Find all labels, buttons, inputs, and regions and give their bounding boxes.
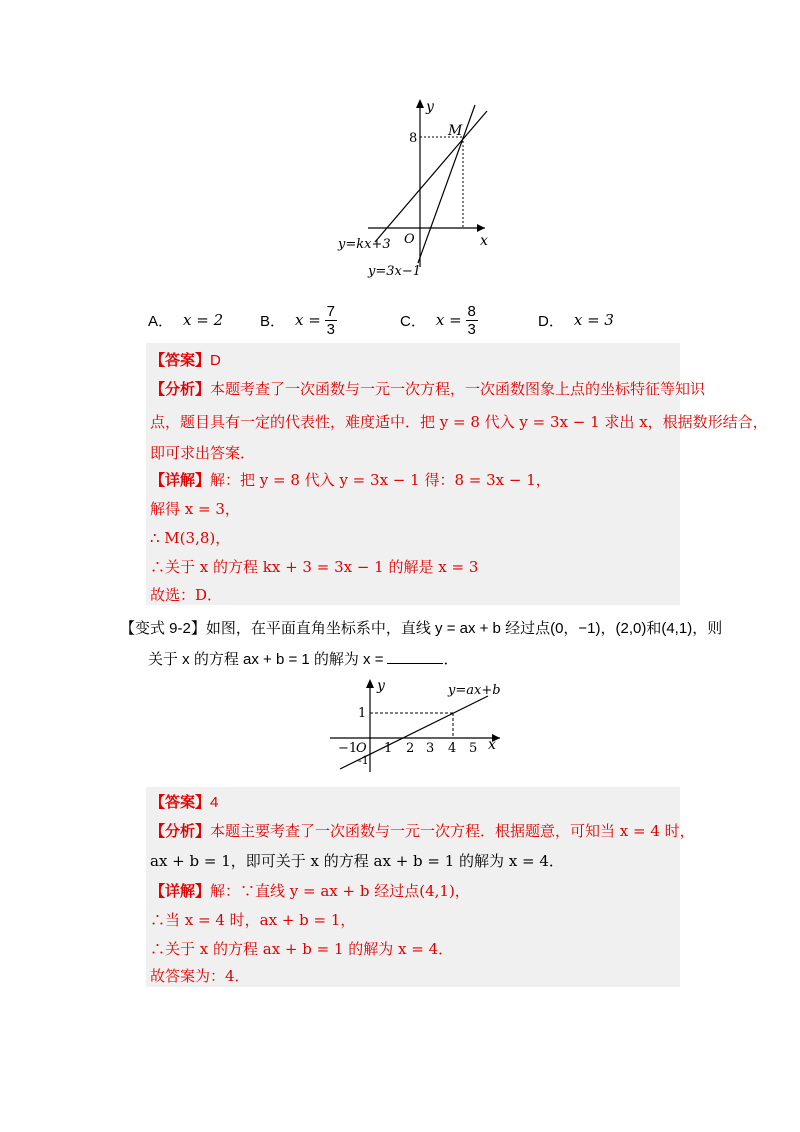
question2-tag: 【变式 9-2】 <box>120 620 206 637</box>
fig2-x-axis-label: x <box>488 737 496 753</box>
option-c-fraction <box>466 303 478 338</box>
fig2-y-axis-label: y <box>377 678 385 694</box>
figure-2-graph <box>328 676 508 776</box>
option-d[interactable] <box>538 300 614 340</box>
answer1-detail-line4: ∴关于 x 的方程 kx + 3 = 3x − 1 的解是 x = 3 <box>150 558 479 576</box>
option-b-prefix: x = <box>295 311 321 329</box>
option-b-fraction <box>325 303 337 338</box>
answer1-detail-line5: 故选：D． <box>150 586 223 604</box>
answer2-answer: 4 <box>210 794 219 811</box>
fig1-y-axis-label: y <box>426 99 434 115</box>
option-a-label: A． <box>148 312 174 330</box>
option-a[interactable] <box>148 300 223 340</box>
answer1-detail-text1: 解：把 y = 8 代入 y = 3x − 1 得：8 = 3x − 1， <box>210 471 551 489</box>
option-c[interactable] <box>400 300 478 340</box>
answer2-answer-line <box>150 791 218 812</box>
answer1-answer-line <box>150 349 221 370</box>
answer2-analysis-text1: 本题主要考查了一次函数与一元一次方程．根据题意，可知当 x = 4 时， <box>210 822 695 840</box>
fig1-line2-label: y=3x−1 <box>368 264 422 279</box>
question2-text2: 关于 x 的方程 ax + b = 1 的解为 x = <box>148 651 384 668</box>
option-b-numerator: 7 <box>326 302 335 320</box>
answer1-tag-analysis: 【分析】 <box>150 381 211 398</box>
option-b-denominator: 3 <box>326 320 335 338</box>
figure-1-graph <box>330 95 510 285</box>
fig2-x-tick-4: 4 <box>448 741 457 756</box>
answer2-tag-detail: 【详解】 <box>150 883 211 900</box>
fig2-line-label: y=ax+b <box>448 683 501 698</box>
answer2-detail-line2: ∴当 x = 4 时，ax + b = 1， <box>150 911 356 929</box>
option-d-text: x = 3 <box>573 311 614 329</box>
answer1-analysis-line2: 点，题目具有一定的代表性，难度适中．把 y = 8 代入 y = 3x − 1 求出 x，根据数形结合， <box>150 413 768 431</box>
answer1-analysis-line1 <box>150 378 705 399</box>
fig2-y-tick-1: 1 <box>358 706 367 721</box>
option-b-label: B． <box>260 312 286 330</box>
option-c-denominator: 3 <box>467 320 476 338</box>
answer-box-1 <box>146 343 768 605</box>
answer2-tag-analysis: 【分析】 <box>150 823 211 840</box>
answer-box-2 <box>146 787 695 987</box>
question2-text2-end: ． <box>443 651 459 668</box>
fig1-point-m-label: M <box>448 123 463 139</box>
option-a-text: x = 2 <box>183 311 224 329</box>
answer2-analysis-line1 <box>150 820 695 841</box>
answer2-analysis-line2: ax + b = 1，即可关于 x 的方程 ax + b = 1 的解为 x = 4． <box>150 852 564 870</box>
answer2-tag-answer: 【答案】 <box>150 794 211 811</box>
fig1-y-tick-8: 8 <box>409 131 418 146</box>
fig2-y-tick-neg1: -1 <box>358 754 369 767</box>
fig1-line1-label: y=kx+3 <box>338 237 391 252</box>
answer1-tag-answer: 【答案】 <box>150 352 211 369</box>
fig2-origin-label: O <box>356 741 367 756</box>
answer2-detail-line3: ∴关于 x 的方程 ax + b = 1 的解为 x = 4． <box>150 940 454 958</box>
fig2-x-tick-3: 3 <box>426 741 435 756</box>
answer2-detail-line1 <box>150 880 470 901</box>
answer-options <box>148 300 708 340</box>
answer2-detail-line4: 故答案为：4． <box>150 967 250 985</box>
answer1-detail-line1 <box>150 469 551 490</box>
option-c-label: C． <box>400 312 426 330</box>
answer-blank[interactable] <box>387 649 443 664</box>
answer1-tag-detail: 【详解】 <box>150 472 211 489</box>
fig1-origin-label: O <box>404 232 415 247</box>
option-d-label: D． <box>538 312 564 330</box>
answer1-detail-line3: ∴ M(3,8)， <box>150 529 231 547</box>
option-c-prefix: x = <box>435 311 462 329</box>
question2-text1: 如图，在平面直角坐标系中，直线 y = ax + b 经过点(0，−1)，(2,0)和(4,1)，则 <box>205 620 723 637</box>
answer1-detail-line2: 解得 x = 3， <box>150 500 240 518</box>
fig2-x-tick-2: 2 <box>406 741 415 756</box>
answer1-answer: D <box>210 352 221 369</box>
answer1-analysis-line3: 即可求出答案． <box>150 444 256 462</box>
fig2-x-tick-neg1: −1 <box>338 741 358 756</box>
question2-line1 <box>120 617 722 638</box>
fig2-x-tick-5: 5 <box>469 741 478 756</box>
answer1-analysis-text1: 本题考查了一次函数与一元一次方程，一次函数图象上点的坐标特征等知识 <box>210 380 706 398</box>
fig2-x-tick-1: 1 <box>384 741 393 756</box>
option-b[interactable] <box>260 300 337 340</box>
answer2-detail-text1: 解：∵直线 y = ax + b 经过点(4,1)， <box>210 882 470 900</box>
fig1-x-axis-label: x <box>480 233 488 249</box>
question2-line2 <box>148 648 459 669</box>
option-c-numerator: 8 <box>467 302 476 320</box>
